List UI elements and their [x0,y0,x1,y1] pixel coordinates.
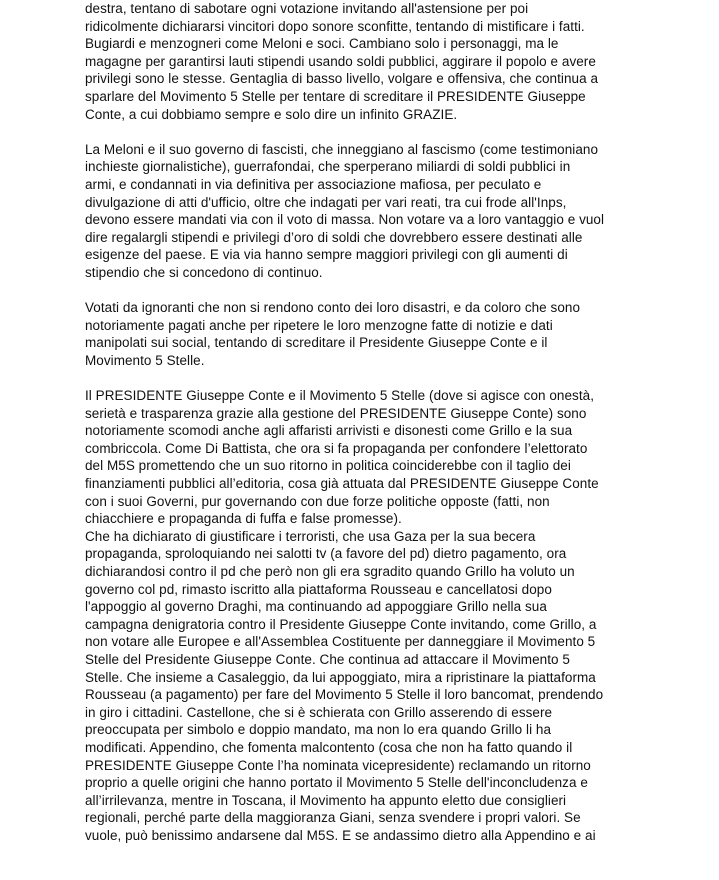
paragraph-4 [85,387,645,528]
text-line: ridicolmente dichiararsi vincitori dopo sonore sconfitte, tentando di mistificare i fatti. [85,18,585,34]
text-line: non votare alle Europee e all'Assemblea Costituente per danneggiare il Movimento 5 [85,634,596,650]
paragraph-3 [85,299,645,369]
text-line: in giro i cittadini. Castellone, che si è schierata con Grillo asserendo di essere [85,704,553,720]
text-line: l'appoggio al governo Draghi, ma continuando ad appoggiare Grillo nella sua [85,599,547,615]
paragraph-2 [85,141,645,282]
text-line: Stelle. Che insieme a Casaleggio, da lui appoggiato, mira a ripristinare la piattaforma [85,669,596,685]
text-line: regionali, perché parte della maggioranza Giani, senza svendere i propri valori. Se [85,810,581,826]
text-line: Votati da ignoranti che non si rendono conto dei loro disastri, e da coloro che sono [85,300,581,316]
paragraph-5 [85,528,645,845]
text-line: dichiarandosi contro il pd che però non gli era sgradito quando Grillo ha voluto un [85,564,575,579]
text-line: inchieste giornalistiche), guerrafondai, che sperperano miliardi di soldi pubblici in [85,159,571,175]
text-line: con i suoi Governi, pur governando con due forze politiche opposte (fatti, non [85,493,550,509]
text-line: dire regalargli stipendi e privilegi d’oro di soldi che dovrebbero essere destinati alle [85,229,583,245]
text-line: campagna denigratoria contro il Presidente Giuseppe Conte invitando, come Grillo, a [85,616,597,632]
text-line: all’irrilevanza, mentre in Toscana, il Movimento ha appunto eletto due consiglieri [85,792,567,808]
text-line: devono essere mandati via con il voto di massa. Non votare va a loro vantaggio e vuol [85,212,605,228]
text-line: Conte, a cui dobbiamo sempre e solo dire un infinito GRAZIE. [85,106,458,122]
text-line: Bugiardi e menzogneri come Meloni e soci. Cambiano solo i personaggi, ma le [85,36,559,52]
text-line: proprio a quelle origini che hanno portato il Movimento 5 Stelle dell'inconcludenza e [85,775,588,791]
text-line: sparlare del Movimento 5 Stelle per tentare di screditare il PRESIDENTE Giuseppe [85,88,586,104]
text-line: combriccola. Come Di Battista, che ora si fa propaganda per confondere l’elettorato [85,440,588,456]
text-line: finanziamenti pubblici all’editoria, cosa già attuata dal PRESIDENTE Giuseppe Conte [85,476,599,492]
text-line: destra, tentano di sabotare ogni votazione invitando all'astensione per poi [85,1,529,16]
text-line: Movimento 5 Stelle. [85,352,205,368]
text-line: esigenze del paese. E via via hanno sempre maggiori privilegi con gli aumenti di [85,247,568,263]
text-line: divulgazione di atti d'ufficio, oltre che indagati per vari reati, tra cui frode all'Inps, [85,194,567,210]
text-line: modificati. Appendino, che fomenta malcontento (cosa che non ha fatto quando il [85,739,573,755]
text-line: Rousseau (a pagamento) per fare del Movimento 5 Stelle il loro bancomat, prendendo [85,687,604,703]
text-line: notoriamente pagati anche per ripetere le loro menzogne fatte di notizie e dati [85,317,553,333]
text-line: chiacchiere e propaganda di fuffa e false promesse). [85,511,402,527]
text-line: Il PRESIDENTE Giuseppe Conte e il Movimento 5 Stelle (dove si agisce con onestà, [85,388,594,404]
text-line: manipolati sui social, tentando di screditare il Presidente Giuseppe Conte e il [85,335,548,351]
text-line: stipendio che si concedono di continuo. [85,264,323,280]
text-line: Stelle del Presidente Giuseppe Conte. Che continua ad attaccare il Movimento 5 [85,651,570,667]
text-line: armi, e condannati in via definitiva per associazione mafiosa, per peculato e [85,176,542,192]
text-line: serietà e trasparenza grazie alla gestione del PRESIDENTE Giuseppe Conte) sono [85,405,587,421]
text-line: notoriamente scomodi anche agli affaristi arrivisti e disonesti come Grillo e la sua [85,423,573,439]
text-line: PRESIDENTE Giuseppe Conte l’ha nominata vicepresidente) reclamando un ritorno [85,757,591,773]
paragraph-1 [85,0,645,123]
text-line: vuole, può benissimo andarsene dal M5S. E se andassimo dietro alla Appendino e ai [85,827,596,843]
text-line: governo col pd, rimasto iscritto alla piattaforma Rousseau e cancellatosi dopo [85,581,552,597]
text-line: Che ha dichiarato di giustificare i terroristi, che usa Gaza per la sua becera [85,528,536,544]
text-line: propaganda, sproloquiando nei salotti tv (a favore del pd) dietro pagamento, ora [85,546,567,562]
text-line: privilegi sono le stesse. Gentaglia di basso livello, volgare e offensiva, che continua a [85,71,598,87]
text-line: magagne per garantirsi lauti stipendi usando soldi pubblici, aggirare il popolo e avere [85,53,596,69]
text-line: preoccupata per simbolo e doppio mandato, ma non lo era quando Grillo li ha [85,722,552,738]
text-line: del M5S promettendo che un suo ritorno in politica coinciderebbe con il taglio dei [85,458,571,474]
text-line: La Meloni e il suo governo di fascisti, che inneggiano al fascismo (come testimoniano [85,141,599,157]
document-body [85,0,645,845]
